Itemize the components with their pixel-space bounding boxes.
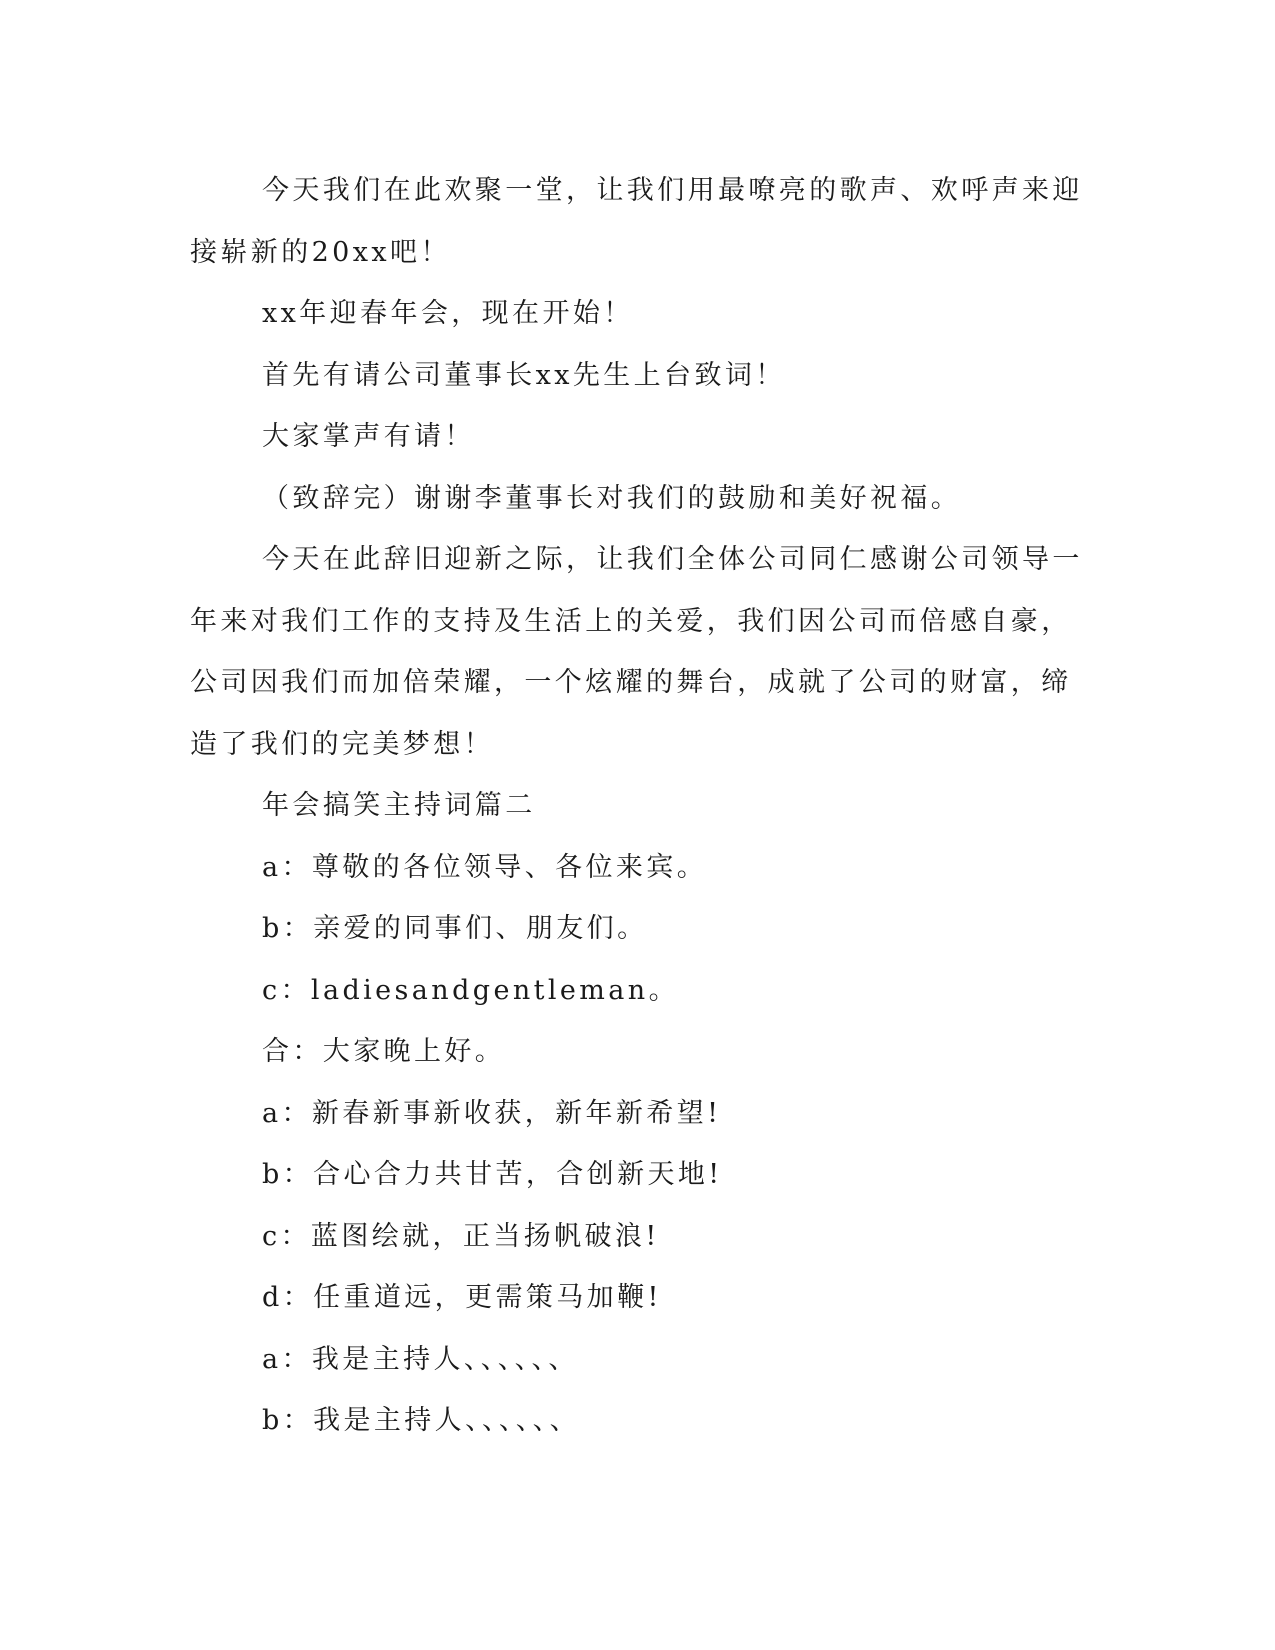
dialogue-line-9: a：我是主持人、、、、、、 [262,1343,579,1375]
dialogue-line-5: a：新春新事新收获，新年新希望! [262,1097,722,1129]
paragraph-5: （致辞完）谢谢李董事长对我们的鼓励和美好祝福。 [262,482,962,514]
dialogue-line-6: b：合心合力共甘苦，合创新天地! [262,1159,723,1190]
paragraph-1: 今天我们在此欢聚一堂，让我们用最嘹亮的歌声、欢呼声来迎接崭新的20xx吧！ [190,175,1083,268]
section-heading: 年会搞笑主持词篇二 [262,790,536,821]
document-body [190,160,1085,1452]
dialogue-line-7: c：蓝图绘就，正当扬帆破浪! [262,1220,660,1252]
dialogue-line-4: 合：大家晚上好。 [262,1036,506,1067]
paragraph-6: 今天在此辞旧迎新之际，让我们全体公司同仁感谢公司领导一年来对我们工作的支持及生活上的关爱，我们因公司而倍感自豪，公司因我们而加倍荣耀，一个炫耀的舞台，成就了公司的财富，缔造了我们的完美梦想！ [190,544,1083,760]
paragraph-4: 大家掌声有请！ [262,421,475,452]
paragraph-3: 首先有请公司董事长xx先生上台致词！ [262,359,786,391]
dialogue-line-10: b：我是主持人、、、、、、 [262,1405,580,1436]
dialogue-line-8: d：任重道远，更需策马加鞭! [262,1282,662,1313]
paragraph-2: xx年迎春年会，现在开始！ [262,298,634,329]
dialogue-line-1: a：尊敬的各位领导、各位来宾。 [262,851,708,883]
dialogue-line-3: c：ladiesandgentleman。 [262,974,679,1006]
dialogue-line-2: b：亲爱的同事们、朋友们。 [262,913,648,944]
